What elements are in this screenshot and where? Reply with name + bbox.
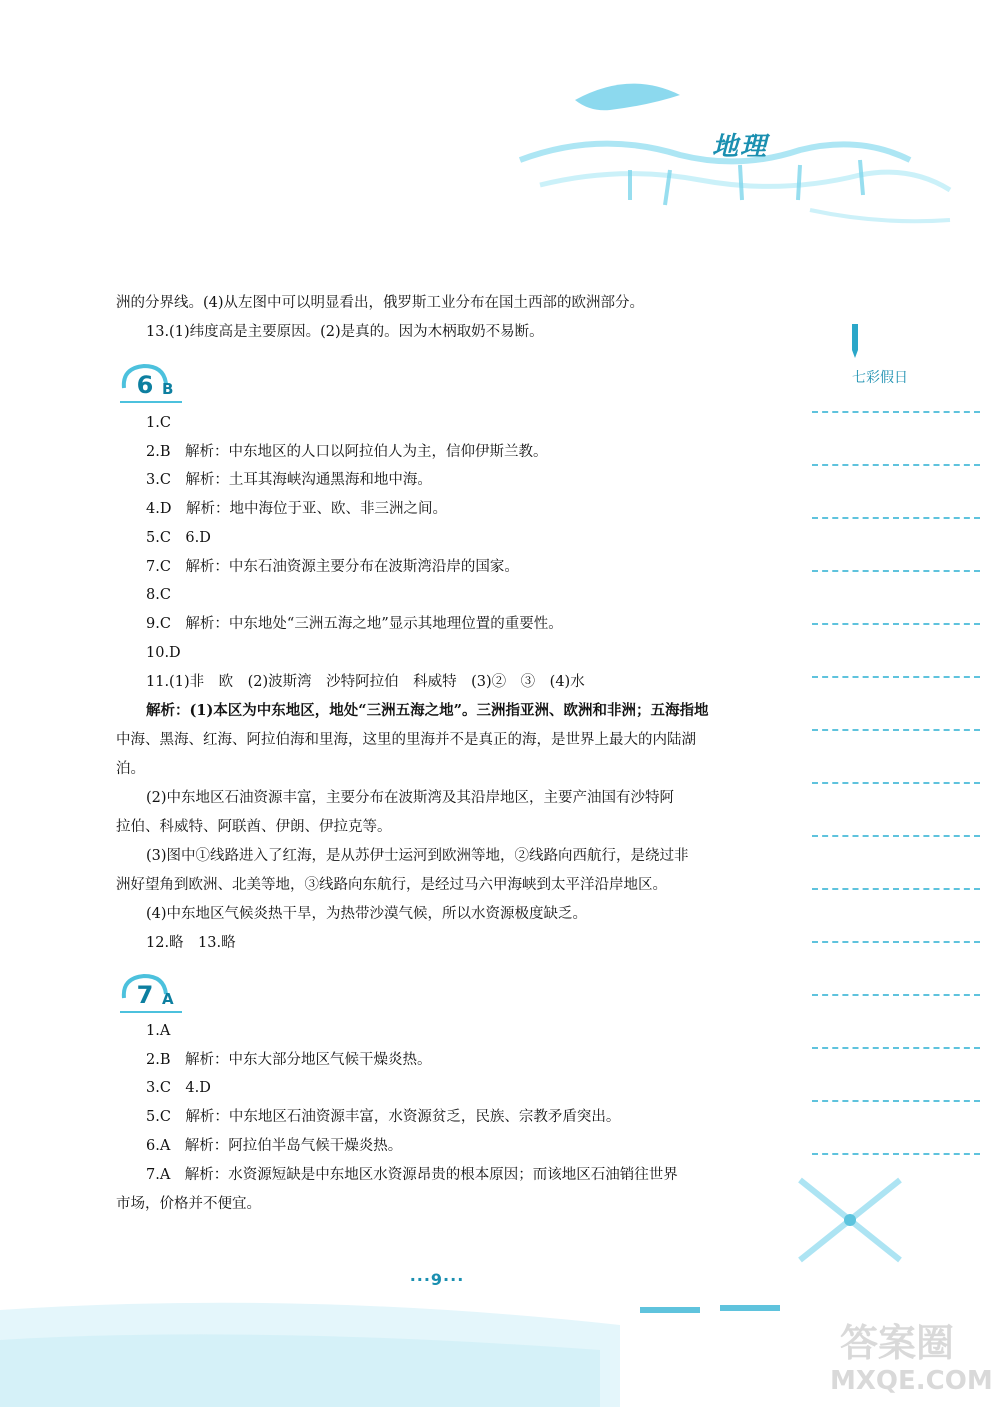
s6-line-17: 洲好望角到欧洲、北美等地，③线路向东航行，是经过马六甲海峡到太平洋沿岸地区。	[116, 877, 667, 893]
s6-line-7: 8.C	[146, 587, 171, 603]
section-6-level: B	[162, 380, 174, 398]
s7-line-2: 2.B 解析：中东大部分地区气候干燥炎热。	[146, 1052, 432, 1068]
subject-title: 地理	[712, 132, 769, 162]
note-line	[812, 1100, 980, 1102]
section-7-level: A	[162, 990, 174, 1008]
s6-line-16: (3)图中①线路进入了红海，是从苏伊士运河到欧洲等地，②线路向西航行，是绕过非	[146, 848, 689, 864]
s6-line-14: (2)中东地区石油资源丰富，主要分布在波斯湾及其沿岸地区，主要产油国有沙特阿	[146, 790, 675, 806]
windmill-decoration-icon	[790, 1170, 910, 1280]
section-6-number: 6	[136, 371, 154, 399]
s6-line-3: 3.C 解析：土耳其海峡沟通黑海和地中海。	[146, 472, 432, 488]
s6-line-15: 拉伯、科威特、阿联酋、伊朗、伊拉克等。	[116, 819, 392, 835]
intro-line-1: 洲的分界线。(4)从左图中可以明显看出，俄罗斯工业分布在国土西部的欧洲部分。	[116, 295, 645, 311]
page-number: ···9···	[409, 1270, 465, 1289]
s6-line-6: 7.C 解析：中东石油资源主要分布在波斯湾沿岸的国家。	[146, 559, 519, 575]
section-6-badge	[116, 358, 186, 410]
s6-line-19: 12.略 13.略	[146, 935, 236, 951]
note-line	[812, 676, 980, 678]
s6-line-1: 1.C	[146, 415, 171, 431]
s6-line-5: 5.C 6.D	[146, 530, 211, 546]
note-line	[812, 1153, 980, 1155]
section-7-number: 7	[136, 981, 154, 1009]
note-line	[812, 517, 980, 519]
s6-line-10: 11.(1)非 欧 (2)波斯湾 沙特阿拉伯 科威特 (3)② ③ (4)水	[146, 674, 585, 690]
s6-line-13: 泊。	[116, 761, 145, 777]
intro-line-2: 13.(1)纬度高是主要原因。(2)是真的。因为木柄取奶不易断。	[146, 324, 544, 340]
s6-line-18: (4)中东地区气候炎热干旱，为热带沙漠气候，所以水资源极度缺乏。	[146, 906, 588, 922]
s6-line-4: 4.D 解析：地中海位于亚、欧、非三洲之间。	[146, 501, 447, 517]
note-line	[812, 941, 980, 943]
note-line	[812, 464, 980, 466]
s7-line-5: 6.A 解析：阿拉伯半岛气候干燥炎热。	[146, 1138, 403, 1154]
s7-line-4: 5.C 解析：中东地区石油资源丰富，水资源贫乏，民族、宗教矛盾突出。	[146, 1109, 621, 1125]
note-line	[812, 888, 980, 890]
note-line	[812, 411, 980, 413]
note-line	[812, 835, 980, 837]
s6-line-9: 10.D	[146, 645, 181, 661]
note-line	[812, 994, 980, 996]
note-line	[812, 1047, 980, 1049]
s7-line-3: 3.C 4.D	[146, 1080, 211, 1096]
sidebar-label: 七彩假日	[852, 370, 908, 386]
s7-line-1: 1.A	[146, 1023, 171, 1039]
s7-line-7: 市场，价格并不便宜。	[116, 1196, 261, 1212]
note-line	[812, 623, 980, 625]
s6-line-12: 中海、黑海、红海、阿拉伯海和里海，这里的里海并不是真正的海，是世界上最大的内陆湖	[116, 732, 696, 748]
s7-line-6: 7.A 解析：水资源短缺是中东地区水资源昂贵的根本原因；而该地区石油销往世界	[146, 1167, 678, 1183]
s6-line-8: 9.C 解析：中东地处“三洲五海之地”显示其地理位置的重要性。	[146, 616, 563, 632]
watermark-logo: 答案圈	[840, 1321, 955, 1365]
note-line	[812, 782, 980, 784]
note-line	[812, 729, 980, 731]
note-line	[812, 570, 980, 572]
s6-line-2: 2.B 解析：中东地区的人口以阿拉伯人为主，信仰伊斯兰教。	[146, 444, 548, 460]
watermark-url: MXQE.COM	[830, 1366, 993, 1396]
s6-line-11: 解析：(1)本区为中东地区，地处“三洲五海之地”。三洲指亚洲、欧洲和非洲；五海指地	[146, 702, 709, 719]
pen-icon	[846, 322, 866, 362]
section-7-badge	[116, 968, 186, 1020]
